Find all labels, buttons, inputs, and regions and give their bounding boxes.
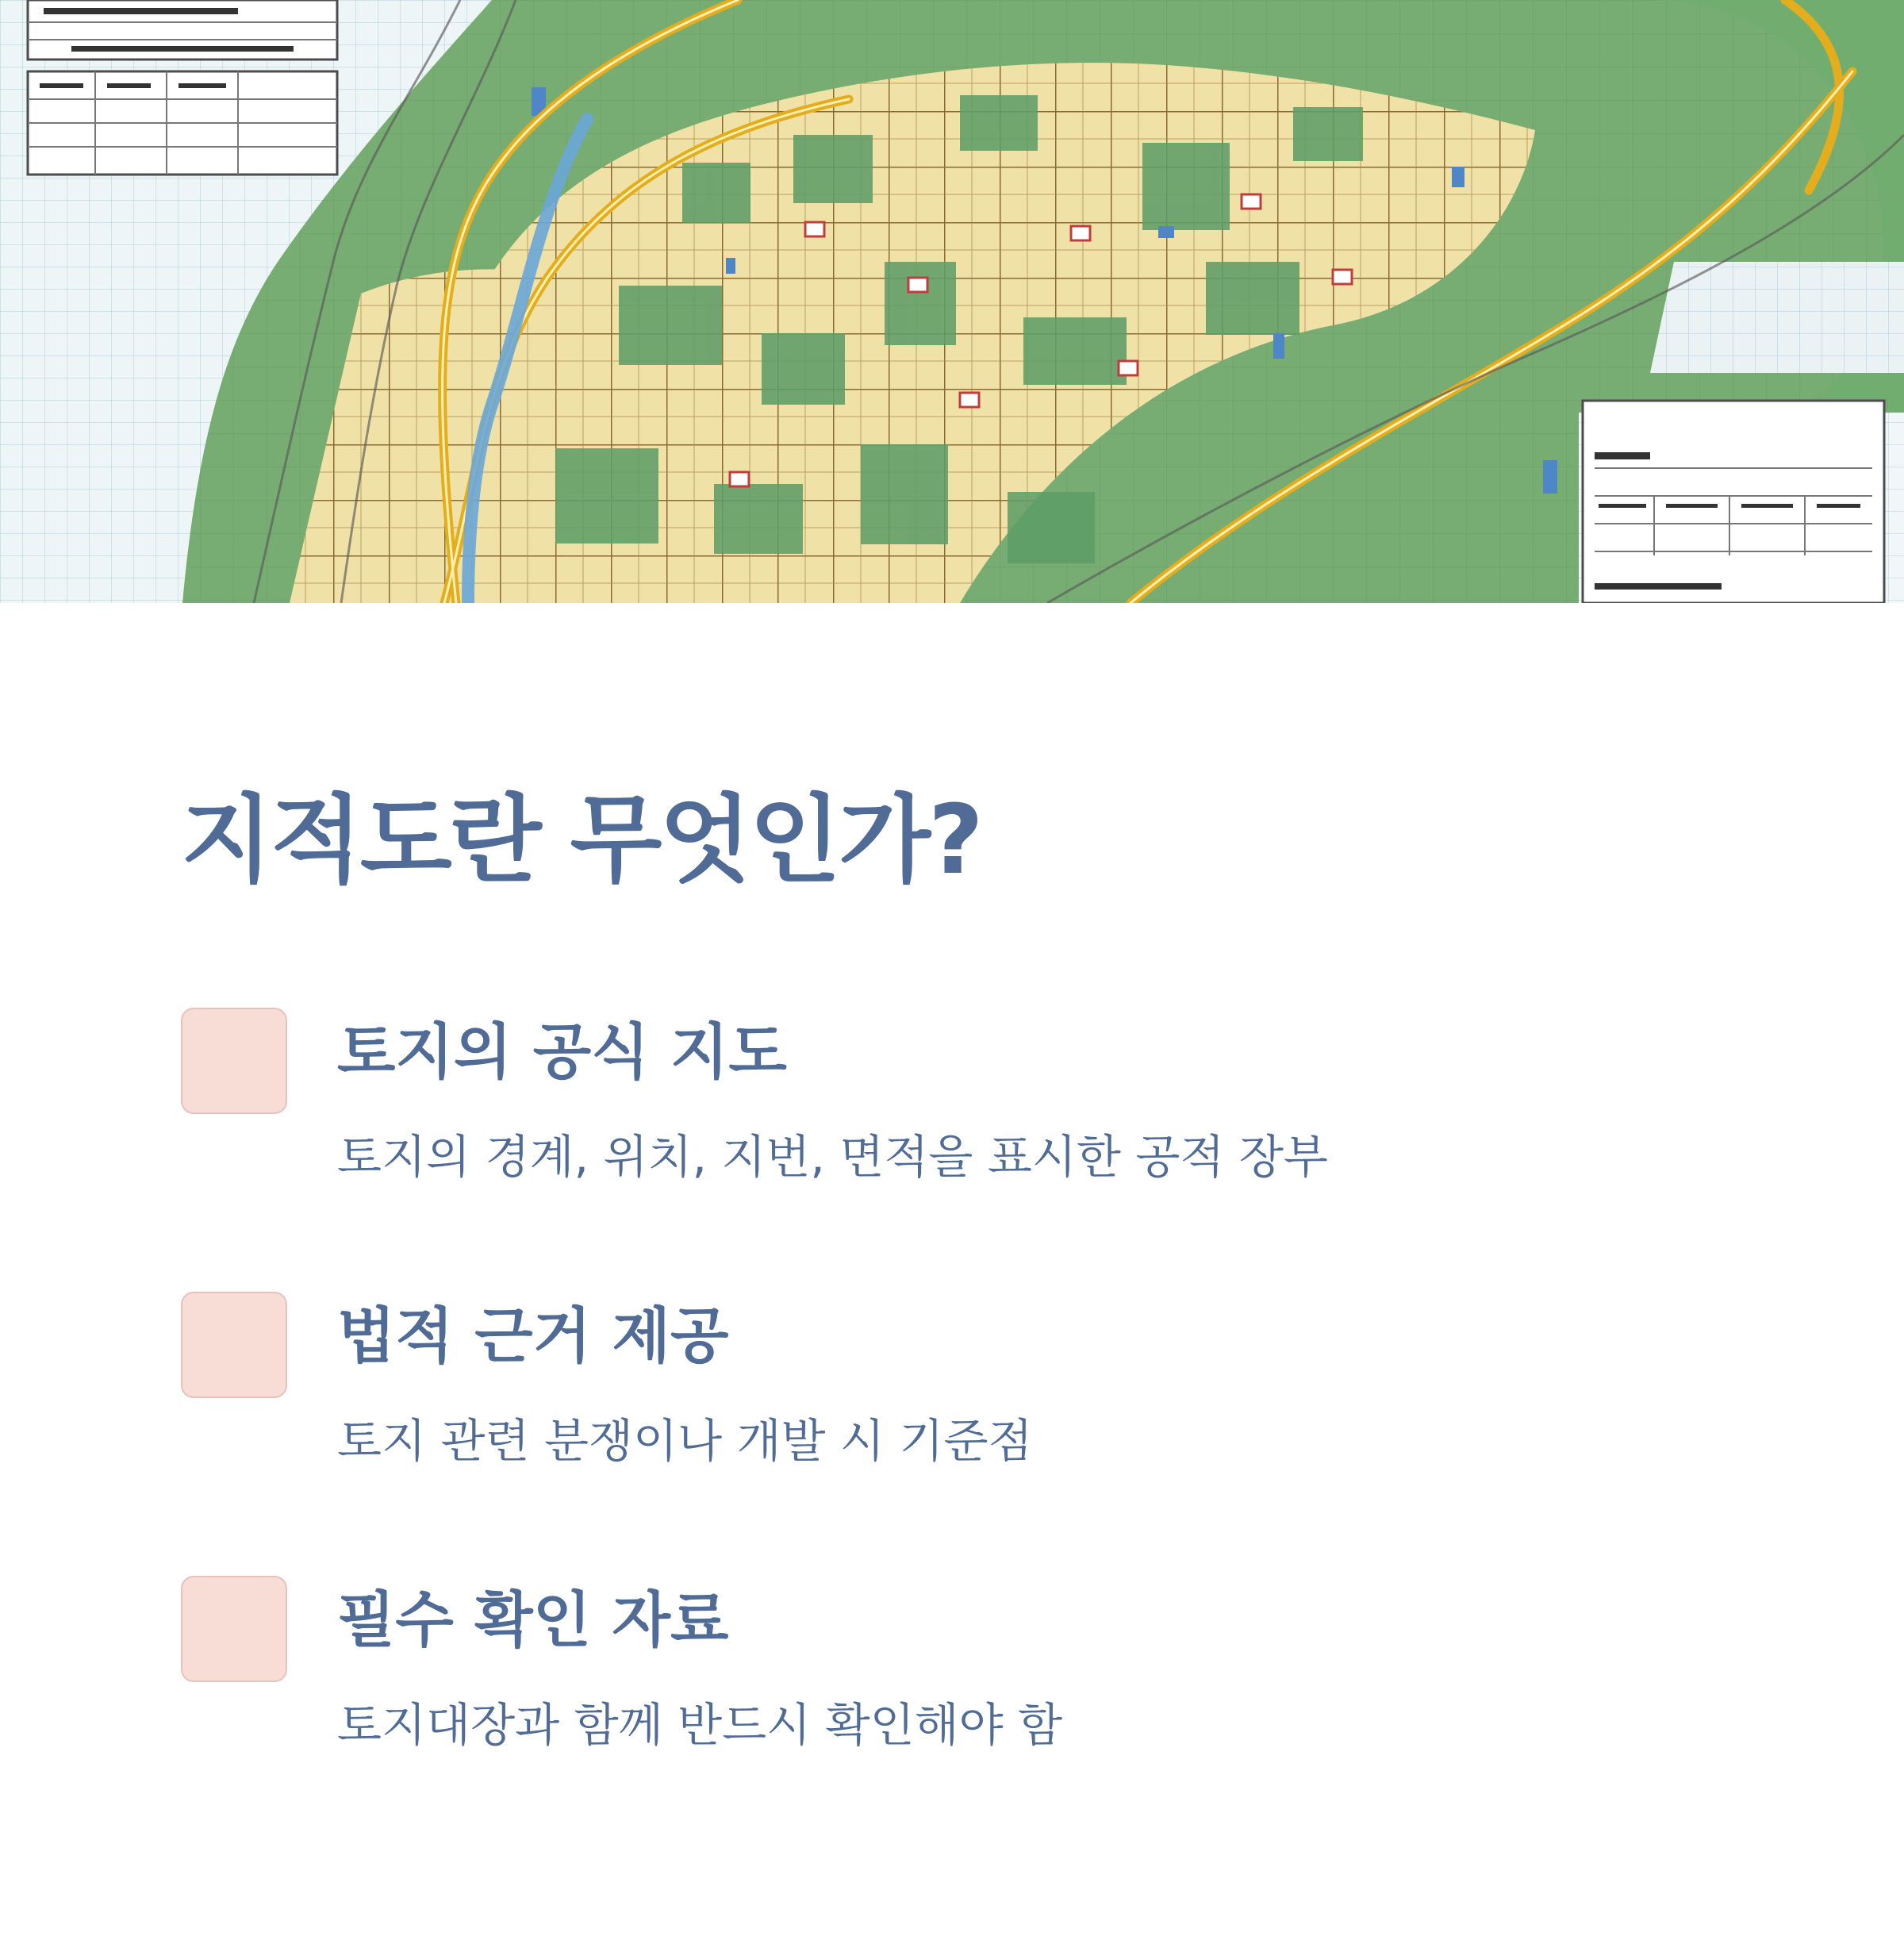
feature-description: 토지 관련 분쟁이나 개발 시 기준점 (337, 1414, 1033, 1468)
feature-marker (181, 1576, 287, 1682)
feature-title: 토지의 공식 지도 (337, 1016, 787, 1087)
feature-marker (181, 1292, 287, 1398)
feature-title: 필수 확인 자료 (337, 1585, 729, 1655)
feature-title: 법적 근거 제공 (337, 1300, 729, 1371)
feature-legal-basis (181, 1292, 1688, 1474)
page-title: 지적도란 무엇인가? (181, 786, 981, 896)
cadastral-map-image (0, 0, 1904, 603)
cadastral-map-illustration (0, 0, 1904, 603)
feature-required-reference (181, 1576, 1688, 1758)
feature-marker (181, 1008, 287, 1114)
feature-official-map (181, 1008, 1688, 1190)
feature-description: 토지대장과 함께 반드시 확인해야 함 (337, 1698, 1063, 1752)
feature-description: 토지의 경계, 위치, 지번, 면적을 표시한 공적 장부 (337, 1130, 1328, 1184)
